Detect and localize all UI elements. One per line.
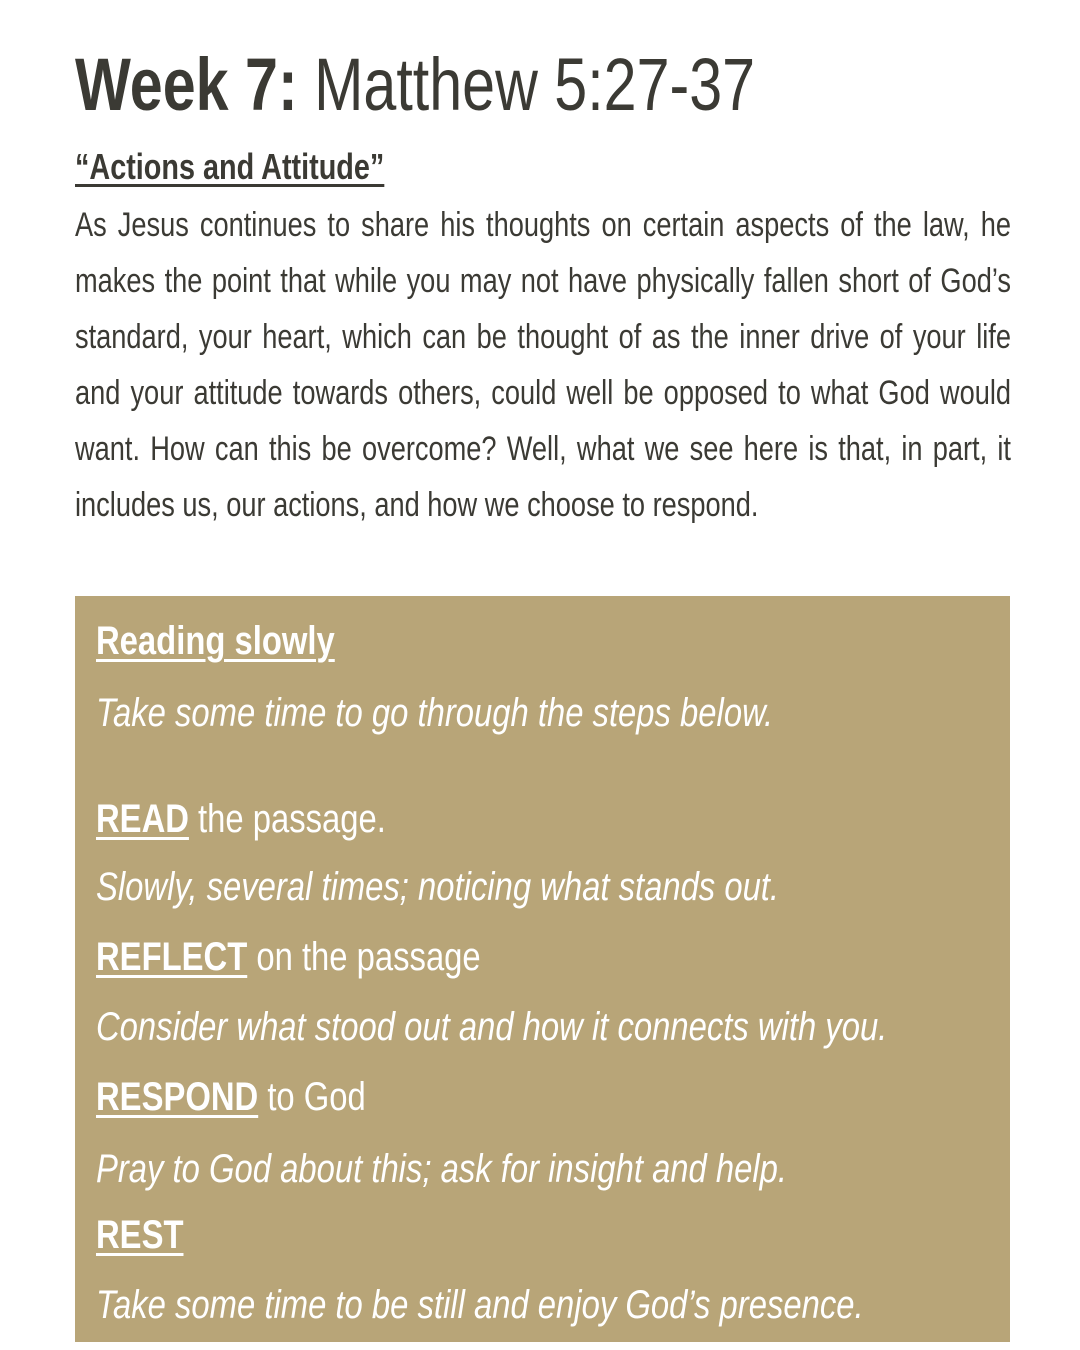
reading-slowly-subheading: Take some time to go through the steps below. [96, 691, 774, 735]
section-subtitle: “Actions and Attitude” [75, 146, 385, 187]
step-respond-key: RESPOND [96, 1075, 259, 1119]
passage-reference: Matthew 5:27-37 [297, 43, 756, 126]
step-rest-description: Take some time to be still and enjoy God’s presence. [96, 1283, 864, 1327]
step-respond-text: to God [258, 1075, 366, 1119]
step-read-description: Slowly, several times; noticing what stands out. [96, 865, 780, 909]
week-label: Week 7: [75, 43, 298, 126]
step-rest-key: REST [96, 1213, 184, 1257]
reading-slowly-heading: Reading slowly [96, 619, 335, 663]
intro-paragraph: As Jesus continues to share his thoughts on certain aspects of the law, he makes the point that while you may not have physically fallen short of God’s standard, your heart, which can be thought of as the inner drive of your life and your attitude towards others, could well be opposed to what God would want. How can this be overcome? Well, what we see here is that, in part, it includes us, our actions, and how we choose to respond. [75, 206, 1011, 524]
step-read-key: READ [96, 797, 189, 841]
step-reflect-description: Consider what stood out and how it connects with you. [96, 1005, 888, 1049]
step-read-text: the passage. [188, 797, 386, 841]
step-rest [96, 1210, 183, 1260]
step-reflect-key: REFLECT [96, 935, 248, 979]
page-title [75, 40, 755, 130]
step-reflect [96, 932, 481, 982]
step-reflect-text: on the passage [247, 935, 481, 979]
step-respond [96, 1072, 366, 1122]
reading-slowly-box [75, 596, 1010, 1342]
step-read [96, 794, 386, 844]
step-respond-description: Pray to God about this; ask for insight and help. [96, 1147, 788, 1191]
